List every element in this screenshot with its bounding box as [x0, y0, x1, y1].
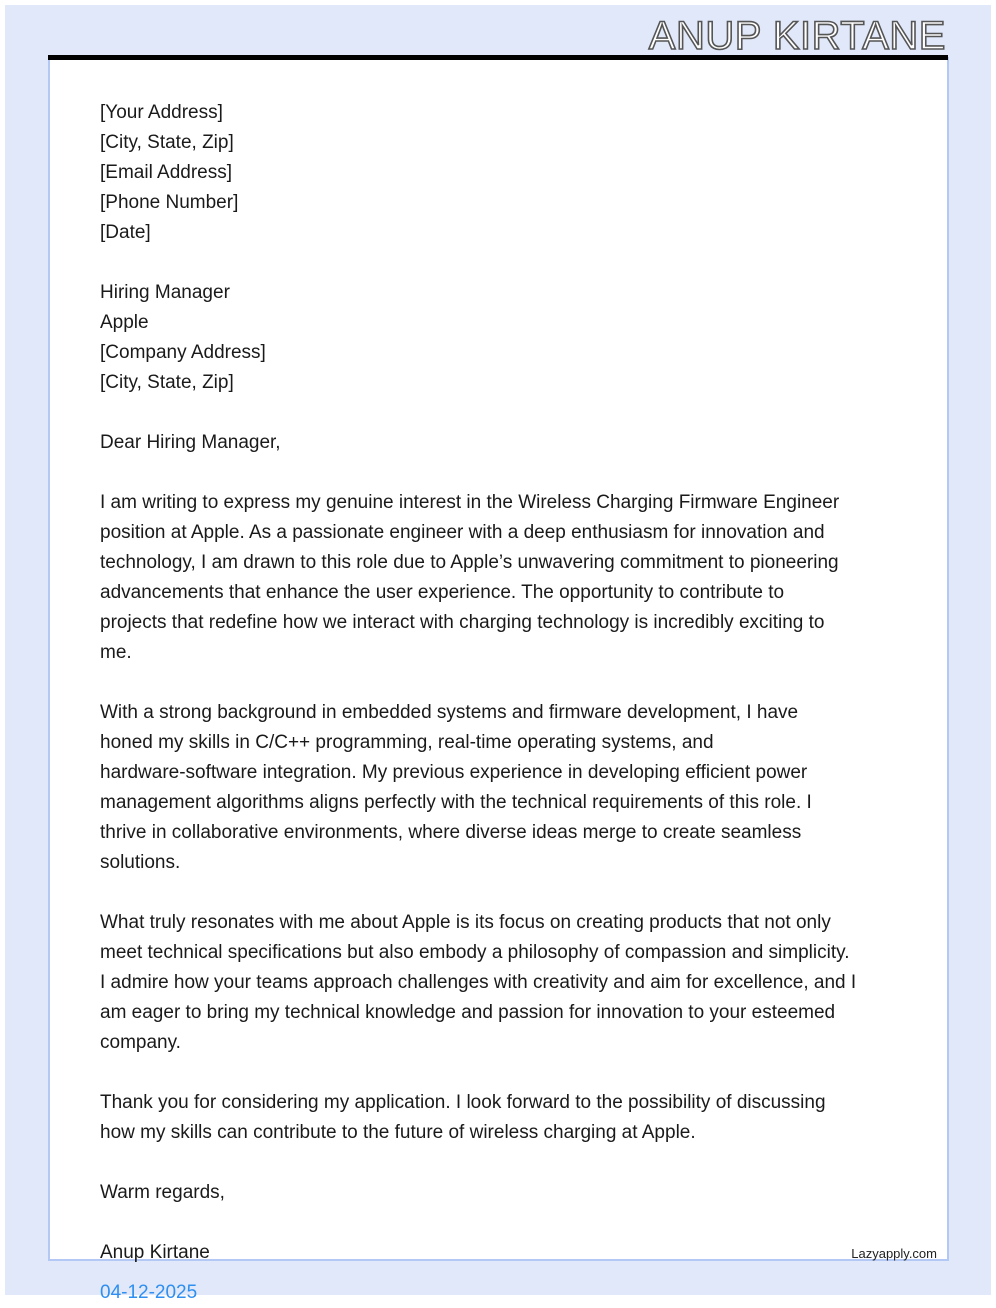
applicant-name-heading: ANUP KIRTANE	[648, 14, 946, 58]
paragraph-2: With a strong background in embedded systems and firmware development, I have honed my skills in C/C++ programming, real-time operating systems, and hardware-software integration. My previous experience in developing efficient power management algorithms aligns perfectly with the technical requirements of this role. I thrive in collaborative environments, where diverse ideas merge to create seamless solutions.	[100, 702, 812, 873]
closing: Warm regards,	[100, 1182, 225, 1203]
brand-watermark: Lazyapply.com	[851, 1246, 937, 1261]
sender-block: [Your Address] [City, State, Zip] [Email Address] [Phone Number] [Date]	[100, 102, 239, 243]
signature: Anup Kirtane	[100, 1242, 210, 1263]
letter-body	[100, 98, 856, 1238]
salutation: Dear Hiring Manager,	[100, 432, 281, 453]
paragraph-4: Thank you for considering my application. I look forward to the possibility of discussing how my skills can contribute to the future of wireless charging at Apple.	[100, 1092, 826, 1143]
paragraph-3: What truly resonates with me about Apple is its focus on creating products that not only meet technical specifications but also embody a philosophy of compassion and simplicity. I admire how your teams approach challenges with creativity and aim for excellence, and I am eager to bring my technical knowledge and passion for innovation to your esteemed company.	[100, 912, 857, 1053]
recipient-block: Hiring Manager Apple [Company Address] [City, State, Zip]	[100, 282, 266, 393]
paragraph-1: I am writing to express my genuine interest in the Wireless Charging Firmware Engineer position at Apple. As a passionate engineer with a deep enthusiasm for innovation and technology, I am drawn to this role due to Apple’s unwavering commitment to pioneering advancements that enhance the user experience. The opportunity to contribute to projects that redefine how we interact with charging technology is incredibly exciting to me.	[100, 492, 840, 663]
letter-date: 04-12-2025	[100, 1282, 198, 1303]
